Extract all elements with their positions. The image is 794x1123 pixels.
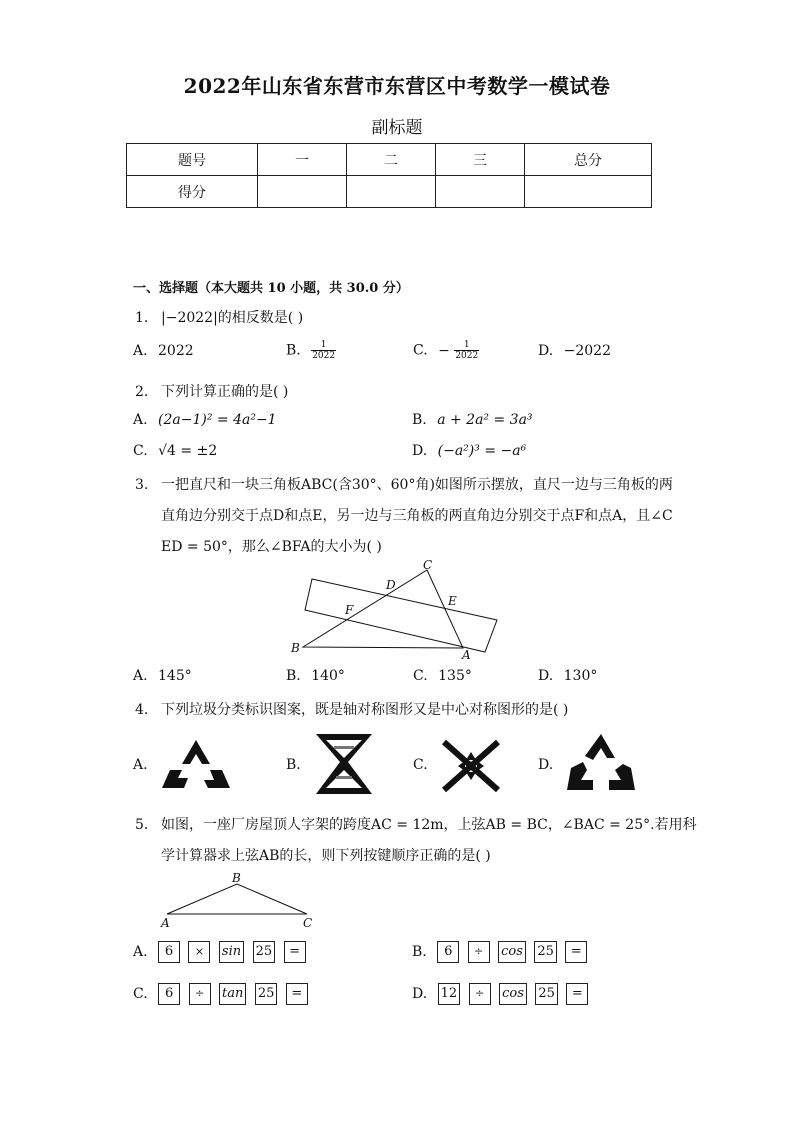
ruler-shape [305, 579, 497, 652]
label-b: B [291, 641, 300, 655]
option-b[interactable] [286, 668, 345, 684]
page-subtitle: 副标题 [371, 118, 423, 138]
option-label: A. [133, 343, 148, 359]
question-text: 下列计算正确的是( ) [161, 384, 289, 400]
option-b-label[interactable]: B. [286, 757, 301, 773]
fraction-denominator: 2022 [455, 351, 479, 361]
calc-key-6: 6 [437, 941, 459, 963]
label-b: B [232, 871, 241, 885]
option-label: A. [133, 668, 148, 684]
minus-sign: − [438, 342, 450, 359]
question-number: 5. [135, 817, 149, 833]
option-label: D. [538, 343, 554, 359]
option-label: B. [412, 412, 427, 428]
option-value: a + 2a² = 3a³ [437, 412, 533, 428]
calc-key-equals: = [566, 983, 588, 1005]
label-e: E [448, 594, 457, 608]
option-value: 145° [158, 668, 192, 684]
score-cell: 一 [258, 144, 347, 176]
score-input-cell[interactable] [436, 176, 525, 208]
question-text-line: 一把直尺和一块三角板ABC(含30°、60°角)如图所示摆放，直尺一边与三角板的两 [161, 477, 673, 493]
calc-key-equals: = [286, 983, 308, 1005]
calc-key-6: 6 [158, 983, 180, 1005]
option-d[interactable] [412, 983, 592, 1005]
score-input-cell[interactable] [258, 176, 347, 208]
truss-shape [167, 884, 307, 914]
option-b[interactable] [412, 412, 533, 428]
option-value: (2a−1)² = 4a²−1 [158, 412, 277, 428]
option-value: (−a²)³ = −a⁶ [437, 443, 527, 459]
calc-key-6: 6 [158, 941, 180, 963]
question-text: 下列垃圾分类标识图案，既是轴对称图形又是中心对称图形的是( ) [161, 702, 569, 718]
roof-truss-figure [155, 870, 320, 932]
calc-key-25: 25 [534, 941, 557, 963]
question-text-line: 学计算器求上弦AB的长，则下列按键顺序正确的是( ) [161, 848, 491, 864]
option-a[interactable] [133, 412, 277, 428]
option-a-label[interactable]: A. [133, 757, 148, 773]
question-text-line: 直角边分别交于点D和点E，另一边与三角板的两直角边分别交于点F和点A，且∠C [161, 508, 673, 524]
option-a[interactable] [133, 941, 310, 963]
label-d: D [386, 578, 396, 592]
option-a[interactable] [133, 668, 192, 684]
fraction-denominator: 2022 [312, 351, 336, 361]
calc-key-sin: sin [219, 941, 244, 963]
option-label: B. [286, 668, 301, 684]
option-value: 135° [438, 668, 472, 684]
question-number: 3. [135, 477, 149, 493]
question-text: |−2022|的相反数是( ) [161, 310, 304, 326]
fraction-numerator: 1 [311, 340, 336, 351]
option-label: B. [286, 342, 301, 359]
option-label: C. [413, 342, 428, 359]
score-cell: 总分 [525, 144, 652, 176]
option-c[interactable] [413, 340, 479, 361]
recycle-symbol-d-icon [563, 730, 639, 800]
option-c[interactable] [133, 983, 312, 1005]
question-text-line: 如图，一座厂房屋顶人字架的跨度AC = 12m，上弦AB = BC，∠BAC = 25°.若用科 [161, 817, 697, 833]
option-b[interactable] [286, 340, 336, 361]
option-value: 130° [563, 668, 598, 684]
option-d[interactable] [538, 343, 611, 359]
calc-key-25: 25 [253, 941, 276, 963]
fraction [311, 340, 336, 361]
score-table-header-row [127, 144, 652, 176]
option-value: −2022 [563, 343, 611, 359]
hourglass-symbol-b-icon [312, 730, 376, 798]
score-input-cell[interactable] [347, 176, 436, 208]
calc-key-12: 12 [438, 983, 461, 1005]
page-title: 2022年山东省东营市东营区中考数学一模试卷 [183, 74, 611, 98]
calc-key-cos: cos [498, 941, 526, 963]
question-text-line: ED = 50°，那么∠BFA的大小为( ) [161, 539, 382, 555]
question-number: 4. [135, 702, 149, 718]
recycle-symbol-a-icon [158, 734, 234, 798]
option-value: 2022 [158, 343, 194, 359]
option-d[interactable] [412, 443, 526, 459]
label-a: A [462, 648, 471, 662]
calc-key-25: 25 [255, 983, 278, 1005]
calc-key-25: 25 [535, 983, 558, 1005]
option-label: D. [538, 668, 554, 684]
option-value: 140° [311, 668, 345, 684]
option-a[interactable] [133, 343, 194, 359]
score-input-cell[interactable] [525, 176, 652, 208]
calc-key-divide: ÷ [189, 983, 211, 1005]
calc-key-tan: tan [219, 983, 246, 1005]
option-c-label[interactable]: C. [413, 757, 428, 773]
option-label: C. [133, 986, 148, 1002]
score-cell: 得分 [127, 176, 258, 208]
score-cell: 题号 [127, 144, 258, 176]
option-value: √4 = ±2 [158, 443, 218, 459]
label-a: A [161, 916, 170, 930]
question-number: 2. [135, 384, 149, 400]
option-label: A. [133, 944, 148, 960]
label-c: C [423, 558, 433, 572]
calc-key-divide: ÷ [469, 983, 491, 1005]
option-label: D. [412, 986, 428, 1002]
score-cell: 二 [347, 144, 436, 176]
option-label: B. [412, 944, 427, 960]
option-b[interactable] [412, 941, 591, 963]
calc-key-multiply: × [188, 941, 210, 963]
option-d[interactable] [538, 668, 597, 684]
option-c[interactable] [413, 668, 472, 684]
calc-key-equals: = [565, 941, 587, 963]
label-c: C [303, 916, 313, 930]
option-c[interactable] [133, 443, 217, 459]
score-table-score-row [127, 176, 652, 208]
option-label: C. [133, 443, 148, 459]
section-heading: 一、选择题（本大题共 10 小题，共 30.0 分） [133, 281, 409, 296]
cross-arrows-symbol-c-icon [438, 736, 504, 796]
fraction [454, 340, 479, 361]
calc-key-divide: ÷ [468, 941, 490, 963]
ruler-triangle-figure [285, 555, 515, 663]
score-cell: 三 [436, 144, 525, 176]
calc-key-equals: = [284, 941, 306, 963]
label-f: F [345, 603, 354, 617]
fraction-numerator: 1 [454, 340, 479, 351]
option-label: C. [413, 668, 428, 684]
triangle-shape [303, 570, 463, 648]
option-d-label[interactable]: D. [538, 757, 554, 773]
option-label: A. [133, 412, 148, 428]
option-label: D. [412, 443, 428, 459]
question-number: 1. [135, 310, 149, 326]
calc-key-cos: cos [499, 983, 527, 1005]
score-table [126, 143, 652, 208]
